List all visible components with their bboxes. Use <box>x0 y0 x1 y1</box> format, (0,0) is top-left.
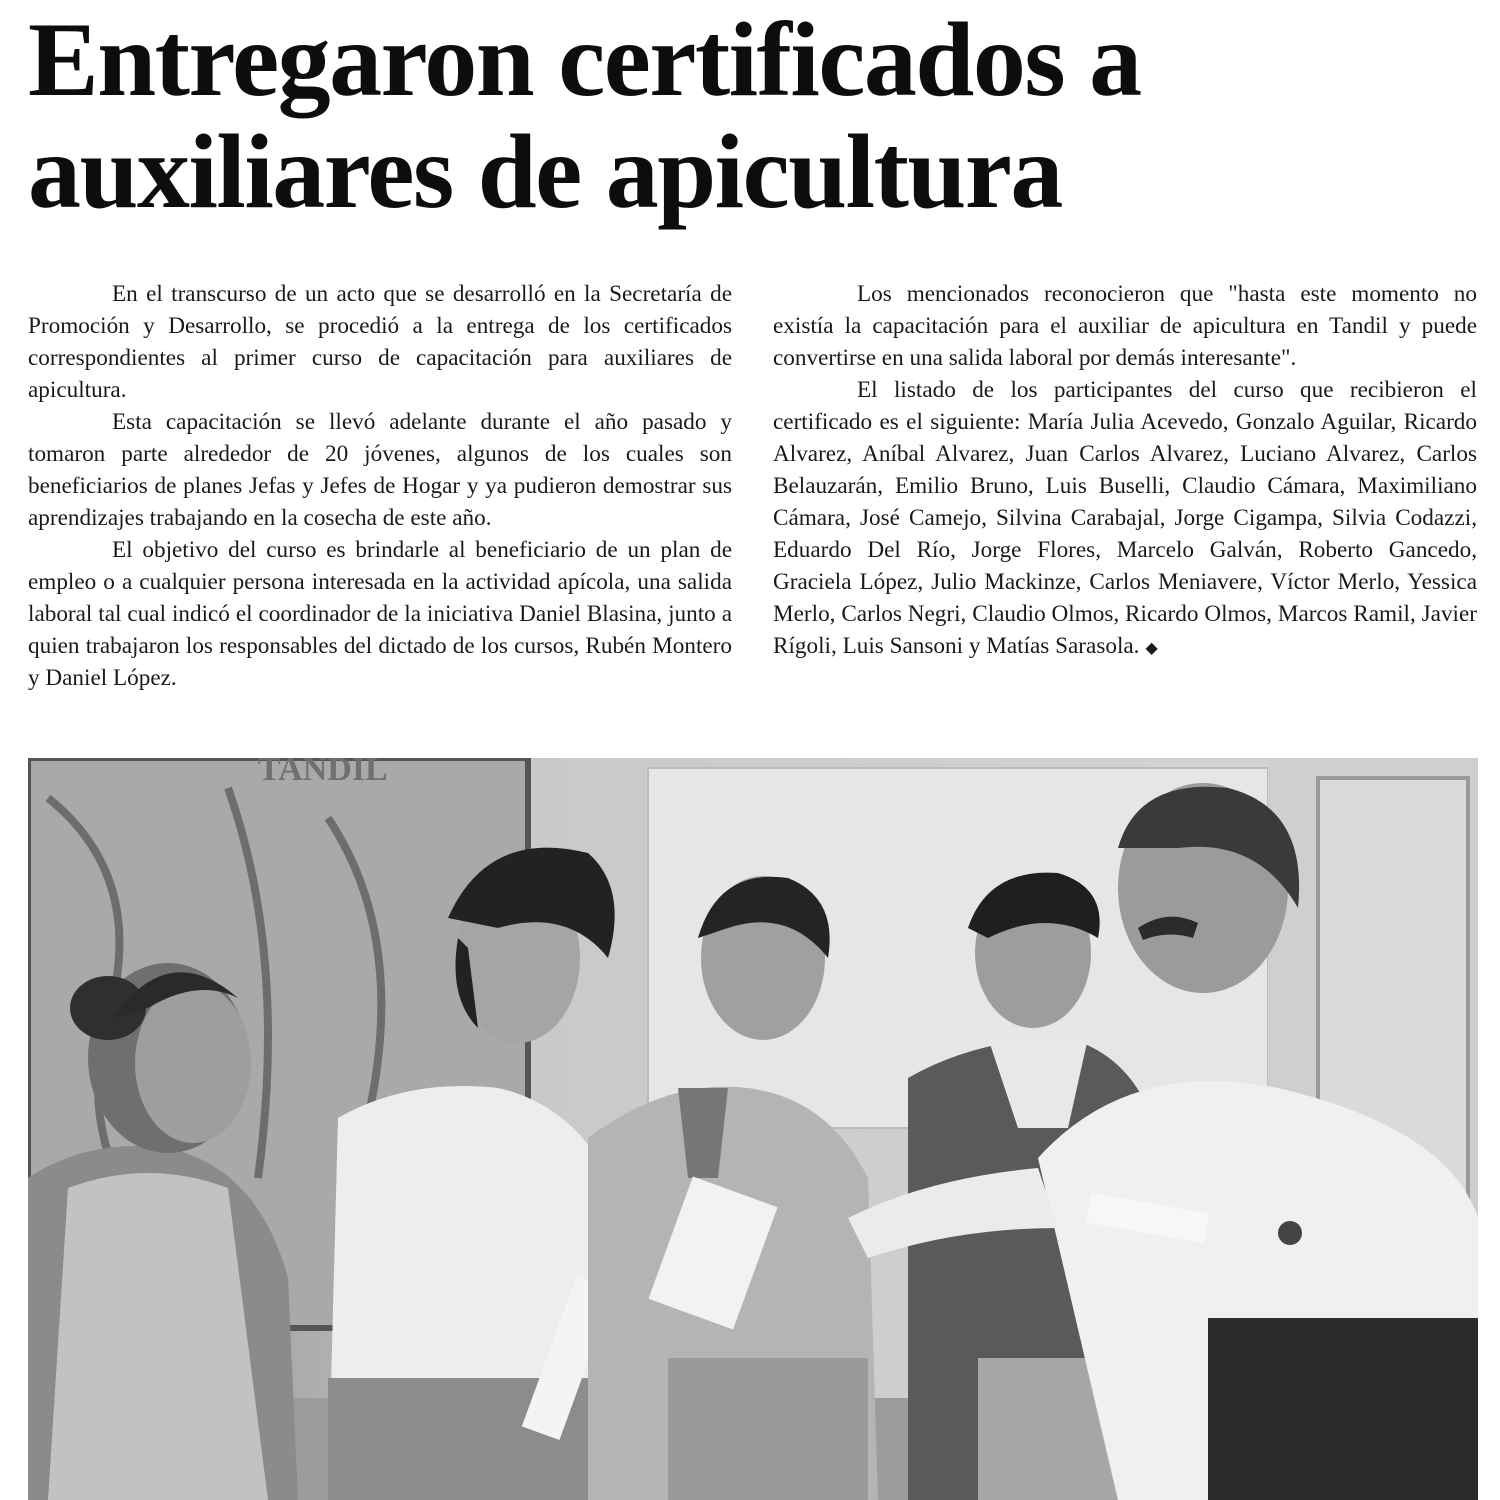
paragraph-with-end-mark <box>773 374 1477 665</box>
right-column <box>773 278 1477 665</box>
paragraph: En el transcurso de un acto que se desarrolló en la Secretaría de Promoción y Desarrollo, se procedió a la entrega de los certificados correspondientes al primer curso de capacitación para auxiliares de apicultura. <box>28 281 732 403</box>
paragraph: El objetivo del curso es brindarle al beneficiario de un plan de empleo o a cualquier persona interesada en la actividad apícola, una salida laboral tal cual indicó el coordinador de la iniciativa Daniel Blasina, junto a quien trabajaron los responsables del dictado de los cursos, Rubén Montero y Daniel López. <box>28 537 732 691</box>
headline-line-1: Entregaron certificados a <box>28 1 1141 118</box>
paragraph: Los mencionados reconocieron que "hasta este momento no existía la capacitación para el auxiliar de apicultura en Tandil y puede convertirse en una salida laboral por demás interesante". <box>773 281 1477 371</box>
paragraph: El listado de los participantes del curso que recibieron el certificado es el siguiente: María Julia Acevedo, Gonzalo Aguilar, Ricardo Alvarez, Aníbal Alvarez, Juan Carlos Alvarez, Luciano Alvarez, Carlos Belauzarán, Emilio Bruno, Luis Buselli, Claudio Cámara, Maximiliano Cámara, José Camejo, Silvina Carabajal, Jorge Cigampa, Silvia Codazzi, Eduardo Del Río, Jorge Flores, Marcelo Galván, Roberto Gancedo, Graciela López, Julio Mackinze, Carlos Meniavere, Víctor Merlo, Yessica Merlo, Carlos Negri, Claudio Olmos, Ricardo Olmos, Marcos Ramil, Javier Rígoli, Luis Sansoni y Matías Sarasola. <box>773 377 1477 659</box>
left-column <box>28 278 732 694</box>
wall-map-text: TANDIL <box>258 758 388 788</box>
news-photo <box>28 758 1478 1500</box>
headline <box>28 1 1478 230</box>
paragraph: Esta capacitación se llevó adelante durante el año pasado y tomaron parte alrededor de 20 jóvenes, algunos de los cuales son beneficiarios de planes Jefas y Jefes de Hogar y ya pudieron demostrar sus aprendizajes trabajando en la cosecha de este año. <box>28 409 732 531</box>
headline-line-2: auxiliares de apicultura <box>28 113 1062 230</box>
end-mark-icon: ◆ <box>1145 640 1158 657</box>
